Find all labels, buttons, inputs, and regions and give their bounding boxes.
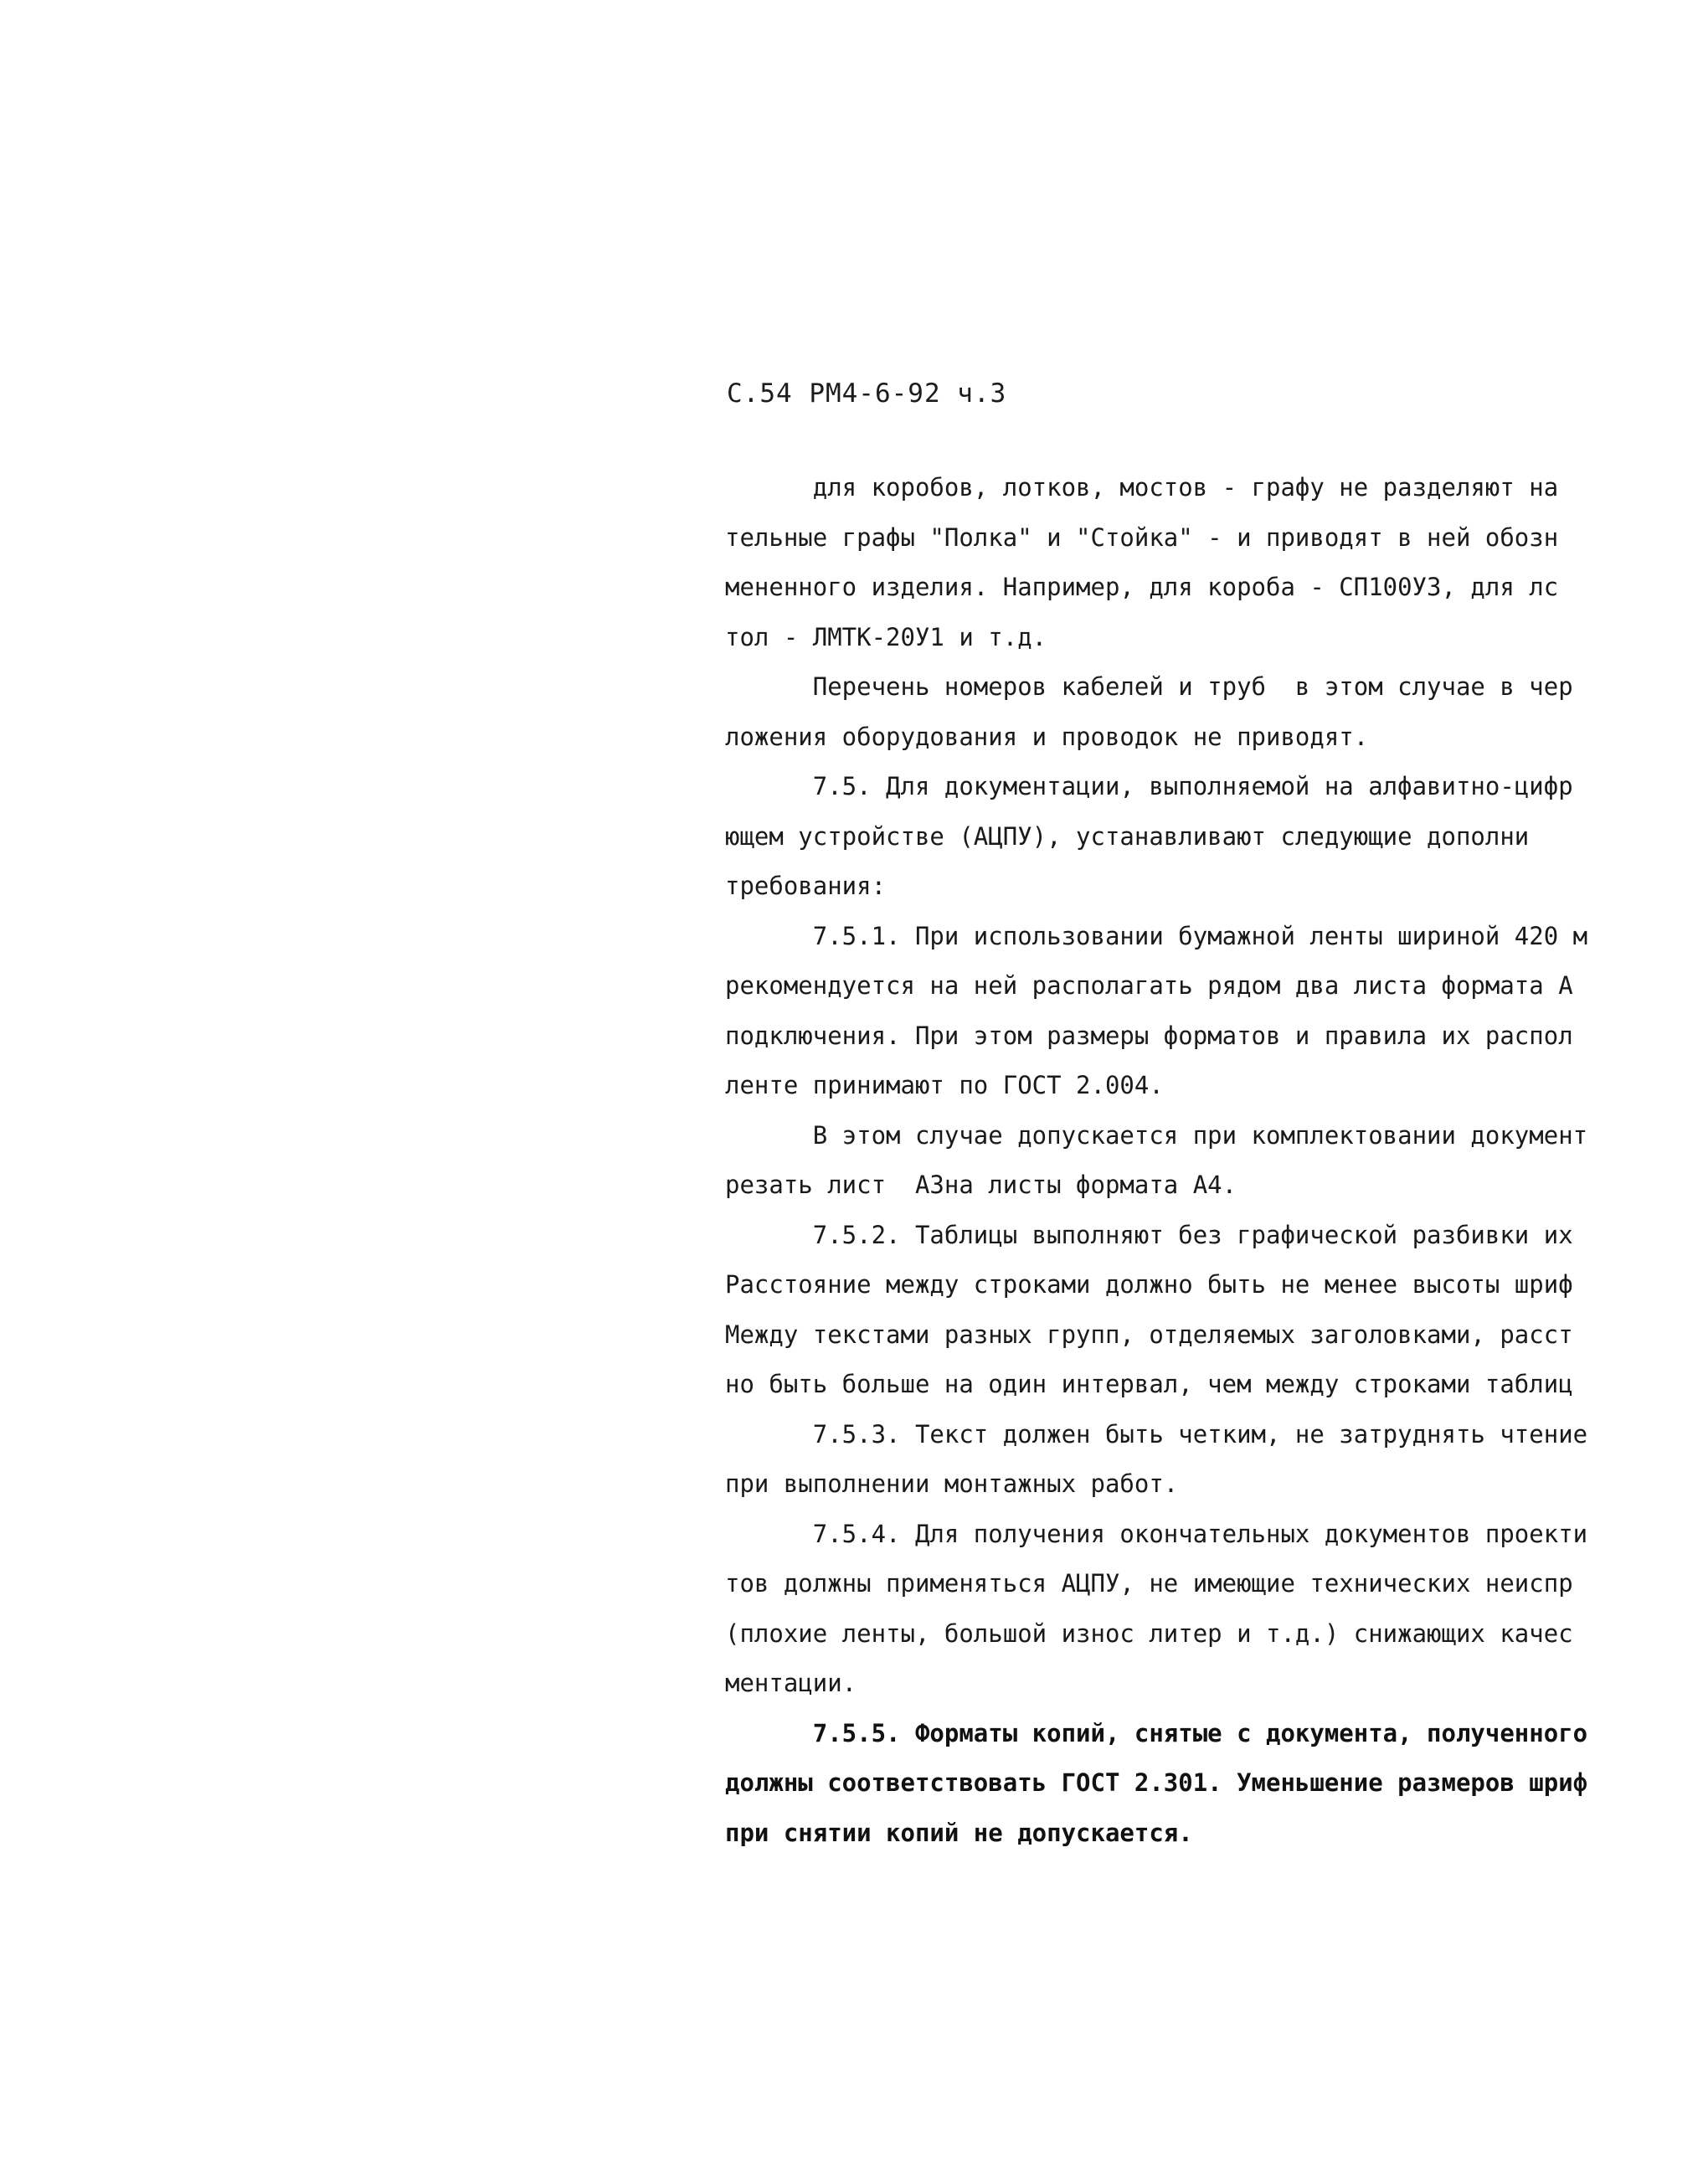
- text-line: при выполнении монтажных работ.: [725, 1469, 1179, 1498]
- text-line: но быть больше на один интервал, чем между строками таблиц: [725, 1370, 1573, 1398]
- text-line: требования:: [725, 872, 887, 900]
- text-line: резать лист А3на листы формата А4.: [725, 1171, 1237, 1199]
- text-line: Перечень номеров кабелей и труб в этом случае в чер: [725, 672, 1573, 701]
- text-line: 7.5.3. Текст должен быть четким, не затруднять чтение: [725, 1419, 1588, 1449]
- text-line: 7.5. Для документации, выполняемой на алфавитно-цифр: [725, 772, 1573, 800]
- text-line: ленте принимают по ГОСТ 2.004.: [725, 1071, 1164, 1099]
- text-line: при снятии копий не допускается.: [725, 1818, 1193, 1847]
- text-line: должны соответствовать ГОСТ 2.301. Уменьшение размеров шриф: [725, 1768, 1588, 1797]
- page-header: С.54 РМ4-6-92 ч.3: [727, 378, 1007, 409]
- text-line: мененного изделия. Например, для короба - СП100УЗ, для лс: [725, 573, 1559, 601]
- text-line: рекомендуется на ней располагать рядом два листа формата А: [725, 971, 1573, 1000]
- text-line: ложения оборудования и проводок не приводят.: [725, 722, 1369, 751]
- text-line: 7.5.1. При использовании бумажной ленты шириной 420 м: [725, 921, 1588, 950]
- text-line: тол - ЛМТК-20У1 и т.д.: [725, 622, 1047, 651]
- text-line: 7.5.2. Таблицы выполняют без графической разбивки их: [725, 1220, 1573, 1249]
- text-line: 7.5.4. Для получения окончательных документов проекти: [725, 1519, 1588, 1548]
- text-line: тов должны применяться АЦПУ, не имеющие технических неиспр: [725, 1569, 1573, 1598]
- text-line: тельные графы "Полка" и "Стойка" - и приводят в ней обозн: [725, 522, 1559, 552]
- document-body: [725, 463, 1708, 1858]
- text-line: 7.5.5. Форматы копий, снятые с документа, полученного: [725, 1718, 1588, 1747]
- text-line: подключения. При этом размеры форматов и правила их распол: [725, 1021, 1573, 1050]
- text-line: Расстояние между строками должно быть не менее высоты шриф: [725, 1270, 1573, 1299]
- text-line: (плохие ленты, большой износ литер и т.д.) снижающих качес: [725, 1618, 1573, 1648]
- text-line: ментации.: [725, 1669, 857, 1697]
- text-line: В этом случае допускается при комплектовании документ: [725, 1120, 1588, 1150]
- text-line: для коробов, лотков, мостов - графу не разделяют на: [725, 473, 1559, 502]
- text-line: Между текстами разных групп, отделяемых заголовками, расст: [725, 1320, 1573, 1349]
- text-line: ющем устройстве (АЦПУ), устанавливают следующие дополни: [725, 821, 1530, 851]
